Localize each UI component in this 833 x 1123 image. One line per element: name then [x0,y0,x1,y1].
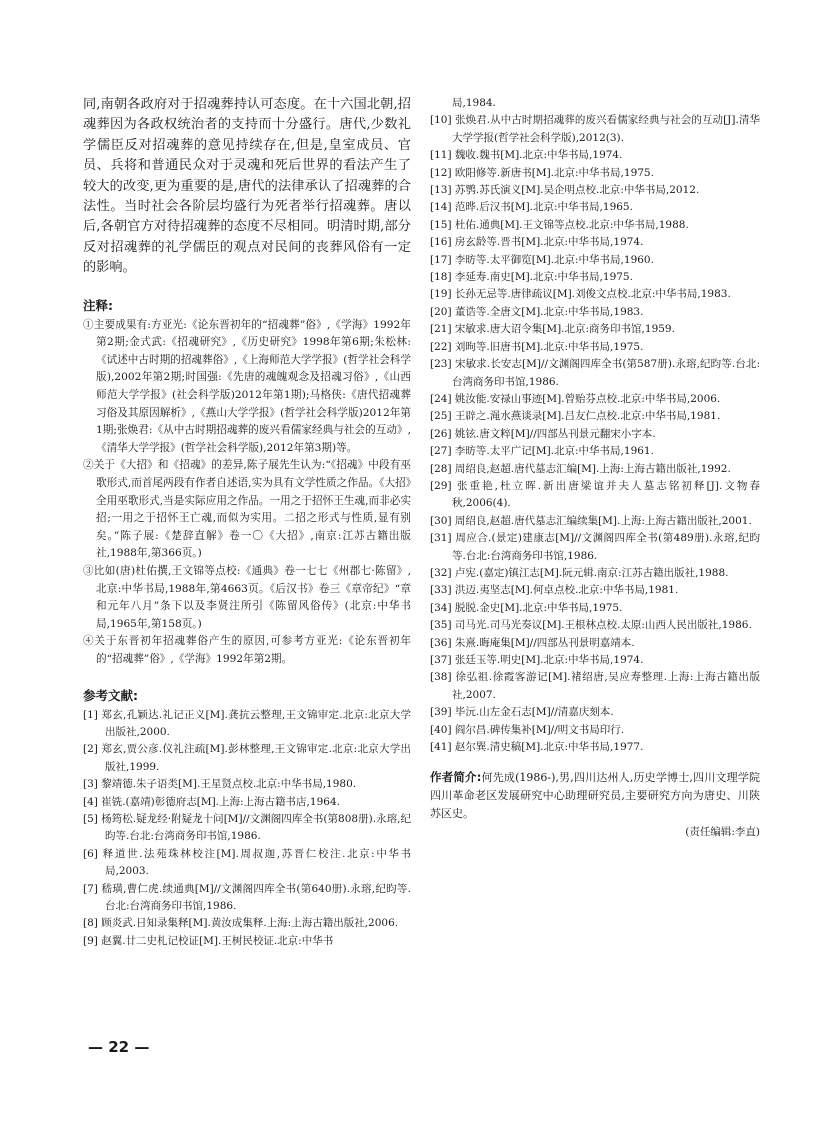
reference-item: [38] 徐弘祖.徐霞客游记[M].褚绍唐,吴应寿整理.上海:上海古籍出版社,2007. [430,671,760,701]
reference-item: [39] 毕沅.山左金石志[M]//清嘉庆刻本. [430,706,614,719]
reference-item: [14] 范晔.后汉书[M].北京:中华书局,1965. [430,201,633,214]
reference-item: [24] 姚汝能.安禄山事迹[M].曾贻芬点校.北京:中华书局,2006. [430,392,721,405]
author-bio [430,768,760,841]
reference-item: [26] 姚铉.唐文粹[M]//四部丛刊景元翻宋小字本. [430,427,656,440]
reference-item: [9] 赵翼.廿二史札记校证[M].王树民校证.北京:中华书 [83,934,334,947]
reference-item: [31] 周应合.(景定)建康志[M]//文渊阁四库全书(第489册).永瑢,纪昀等.台北:台湾商务印书馆,1986. [430,532,760,562]
reference-item: [3] 黎靖德.朱子语类[M].王星贤点校.北京:中华书局,1980. [83,778,357,791]
reference-item: [1] 郑玄,孔颖达.礼记正义[M].龚抗云整理,王文锦审定.北京:北京大学出版社,2000. [83,708,411,738]
reference-item: [7] 嵇璜,曹仁虎.续通典[M]//文渊阁四库全书(第640册).永瑢,纪昀等.台北:台湾商务印书馆,1986. [83,882,411,912]
right-column [430,95,760,841]
reference-continuation: 局,1984. [452,97,496,109]
left-column [83,95,411,950]
reference-item: [23] 宋敏求.长安志[M]//文渊阁四库全书(第587册).永瑢,纪昀等.台北:台湾商务印书馆,1986. [430,358,760,388]
reference-item: [16] 房玄龄等.晋书[M].北京:中华书局,1974. [430,236,644,249]
reference-item: [32] 卢宪.(嘉定)镇江志[M].阮元辑.南京:江苏古籍出版社,1988. [430,566,729,579]
note-item: ④关于东晋初年招魂葬俗产生的原因,可参考方亚光:《论东晋初年的“招魂葬”俗》,《学海》1992年第2期。 [83,635,411,665]
reference-item: [27] 李昉等.太平广记[M].北京:中华书局,1961. [430,445,654,458]
reference-item: [35] 司马光.司马光奏议[M].王根林点校.太原:山西人民出版社,1986. [430,619,752,632]
references-title: 参考文献: [83,687,138,703]
reference-item: [4] 崔铣.(嘉靖)彰德府志[M].上海:上海古籍书店,1964. [83,795,340,808]
references-section-left [83,687,411,951]
reference-item: [33] 洪迈.夷坚志[M].何卓点校.北京:中华书局,1981. [430,584,679,597]
reference-item: [37] 张廷玉等.明史[M].北京:中华书局,1974. [430,654,644,666]
reference-item: [13] 苏鹗.苏氏演义[M].吴企明点校.北京:中华书局,2012. [430,184,700,197]
reference-item: [40] 阎尔昌.碑传集补[M]//明文书局印行. [430,723,625,736]
reference-item: [25] 王辟之.渑水燕谈录[M].吕友仁点校.北京:中华书局,1981. [430,410,721,423]
reference-item: [28] 周绍良,赵超.唐代墓志汇编[M].上海:上海古籍出版社,1992. [430,462,731,475]
note-item: ①主要成果有:方亚光:《论东晋初年的“招魂葬”俗》,《学海》1992年第2期;金式武:《招魂研究》,《历史研究》1998年第6期;朱松林:《试述中古时期的招魂葬俗》,《上海师范大学学报》(哲学社会科学版),2002年第2期;时国强:《先唐的魂魄观念及招魂习俗》,《山西师范大学学报》(社会科学版)2012年第1期);马格侠:《唐代招魂葬习俗及其原因解析》,《燕山大学学报》(哲学社会科学版)2012年第1期;张焕君:《从中古时期招魂葬的废兴看儒家经典与社会的互动》,《清华大学学报》(哲学社会科学版),2012年第3期)等。 [83,318,411,454]
reference-item: [21] 宋敏求.唐大诏令集[M].北京:商务印书馆,1959. [430,323,675,336]
reference-item: [29] 张重艳,杜立晖.新出唐梁谊并夫人墓志铭初释[J].文物春秋,2006(4). [430,479,760,510]
reference-item: [18] 李延寿.南史[M].北京:中华书局,1975. [430,271,633,284]
reference-item: [11] 魏收.魏书[M].北京:中华书局,1974. [430,149,623,162]
reference-item: [34] 脱脱.金史[M].北京:中华书局,1975. [430,601,623,614]
body-paragraph: 同,南朝各政府对于招魂葬持认可态度。在十六国北朝,招魂葬因为各政权统治者的支持而十分盛行。唐代,少数礼学儒臣反对招魂葬的意见持续存在,但是,皇室成员、官员、兵将和普通民众对于灵魂和死后世界的看法产生了较大的改变,更为重要的是,唐代的法律承认了招魂葬的合法性。当时社会各阶层均盛行为死者举行招魂葬。唐以后,各朝官方对待招魂葬的态度不尽相同。明清时期,部分反对招魂葬的礼学儒臣的观点对民间的丧葬风俗有一定的影响。 [83,97,411,276]
note-item: ③比如(唐)杜佑撰,王文锦等点校:《通典》卷一七七《州郡七·陈留》,北京:中华书局,1988年,第4663页。《后汉书》卷三《章帝纪》“章和元年八月”条下以及李贤注所引《陈留风俗传》(北京:中华书局,1965年,第158页。) [83,564,411,630]
reference-item: [17] 李昉等.太平御览[M].北京:中华书局,1960. [430,253,654,266]
reference-item: [10] 张焕君.从中古时期招魂葬的废兴看儒家经典与社会的互动[J].清华大学学报(哲学社会科学版),2012(3). [430,114,760,144]
editor-credit: (责任编辑:李直) [685,826,760,839]
notes-title: 注释: [83,297,113,313]
reference-item: [2] 郑玄,贾公彦.仪礼注疏[M].彭林整理,王文锦审定.北京:北京大学出版社,1999. [83,743,411,773]
reference-item: [22] 刘昫等.旧唐书[M].北京:中华书局,1975. [430,340,644,353]
reference-item: [15] 杜佑.通典[M].王文锦等点校.北京:中华书局,1988. [430,218,689,231]
reference-item: [20] 董诰等.全唐文[M].北京:中华书局,1983. [430,305,644,318]
author-text: 何先成(1986-),男,四川达州人,历史学博士,四川文理学院四川革命老区发展研究中心助理研究员,主要研究方向为唐史、川陕苏区史。 [430,771,761,821]
reference-item: [30] 周绍良,赵超.唐代墓志汇编续集[M].上海:上海古籍出版社,2001. [430,514,752,527]
reference-item: [12] 欧阳修等.新唐书[M].北京:中华书局,1975. [430,166,654,179]
note-item: ②关于《大招》和《招魂》的差异,陈子展先生认为:“《招魂》中段有巫歌形式,而首尾两段有作者自述语,实为具有文学性质之作品。《大招》全用巫歌形式,当是实际应用之作品。一用之于招怀王生魂,而非必实招;一用之于招怀王亡魂,而似为实用。二招之形式与性质,显有别矣。”陈子展:《楚辞直解》卷一〇《大招》,南京:江苏古籍出版社,1988年,第366页。) [83,459,411,560]
reference-item: [8] 顾炎武.日知录集释[M].黄汝成集释.上海:上海古籍出版社,2006. [83,917,399,930]
reference-item: [41] 赵尔巽.清史稿[M].北京:中华书局,1977. [430,741,644,754]
reference-item: [6] 释道世.法苑珠林校注[M].周叔迦,苏晋仁校注.北京:中华书局,2003. [83,847,411,878]
reference-item: [19] 长孙无忌等.唐律疏议[M].刘俊文点校.北京:中华书局,1983. [430,288,731,301]
notes-section [83,297,411,669]
author-label: 作者简介: [430,770,482,785]
reference-item: [36] 朱熹.晦庵集[M]//四部丛刊景明嘉靖本. [430,636,635,649]
reference-item: [5] 杨筠松.疑龙经·附疑龙十问[M]//文渊阁四库全书(第808册).永瑢,纪昀等.台北:台湾商务印书馆,1986. [83,812,411,843]
page-number: — 22 — [88,1038,150,1056]
